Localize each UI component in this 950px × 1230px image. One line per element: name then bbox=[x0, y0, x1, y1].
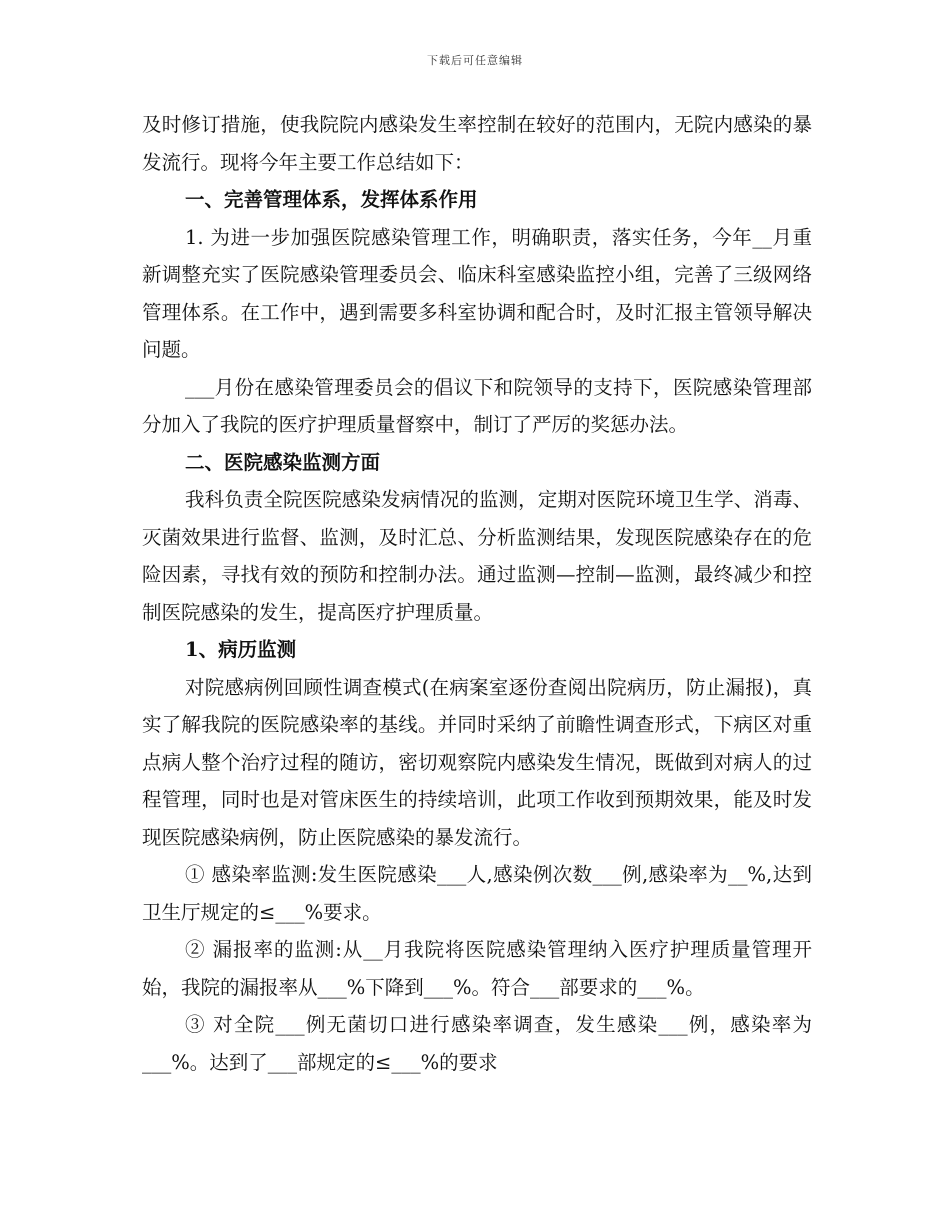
paragraph-monitoring: 我科负责全院医院感染发病情况的监测，定期对医院环境卫生学、消毒、灭菌效果进行监督、监测，及时汇总、分析监测结果，发现医院感染存在的危险因素，寻找有效的预防和控制办法。通过监测—控制—监测，最终减少和控制医院感染的发生，提高医疗护理质量。 bbox=[142, 488, 812, 624]
page-header-note: 下载后可任意编辑 bbox=[427, 54, 523, 67]
section-heading-2: 二、医院感染监测方面 bbox=[185, 450, 381, 474]
list-item-underreport-rate: ② 漏报率的监测:从__月我院将医院感染管理纳入医疗护理质量管理开始，我院的漏报率从___%下降到___%。符合___部要求的___%。 bbox=[142, 938, 812, 999]
document-body bbox=[142, 106, 812, 1081]
list-item-infection-rate: ① 感染率监测:发生医院感染___人,感染例次数___例,感染率为__%,达到卫生厅规定的≤___%要求。 bbox=[142, 863, 812, 924]
section-heading-1: 一、完善管理体系，发挥体系作用 bbox=[185, 188, 478, 211]
subsection-heading-records: 1、病历监测 bbox=[185, 638, 297, 661]
list-item-sterile-incision: ③ 对全院___例无菌切口进行感染率调查，发生感染___例，感染率为___%。达到了___部规定的≤___%的要求 bbox=[142, 1013, 812, 1074]
paragraph-management-2: ___月份在感染管理委员会的倡议下和院领导的支持下，医院感染管理部分加入了我院的医疗护理质量督察中，制订了严厉的奖惩办法。 bbox=[142, 375, 812, 436]
paragraph-management-1: 1. 为进一步加强医院感染管理工作，明确职责，落实任务，今年__月重新调整充实了医院感染管理委员会、临床科室感染监控小组，完善了三级网络管理体系。在工作中，遇到需要多科室协调和配合时，及时汇报主管领导解决问题。 bbox=[142, 225, 812, 361]
paragraph-records: 对院感病例回顾性调查模式(在病案室逐份查阅出院病历，防止漏报)，真实了解我院的医院感染率的基线。并同时采纳了前瞻性调查形式，下病区对重点病人整个治疗过程的随访，密切观察院内感染发生情况，既做到对病人的过程管理，同时也是对管床医生的持续培训，此项工作收到预期效果，能及时发现医院感染病例，防止医院感染的暴发流行。 bbox=[142, 675, 812, 849]
paragraph-intro: 及时修订措施，使我院院内感染发生率控制在较好的范围内，无院内感染的暴发流行。现将今年主要工作总结如下： bbox=[142, 113, 812, 174]
